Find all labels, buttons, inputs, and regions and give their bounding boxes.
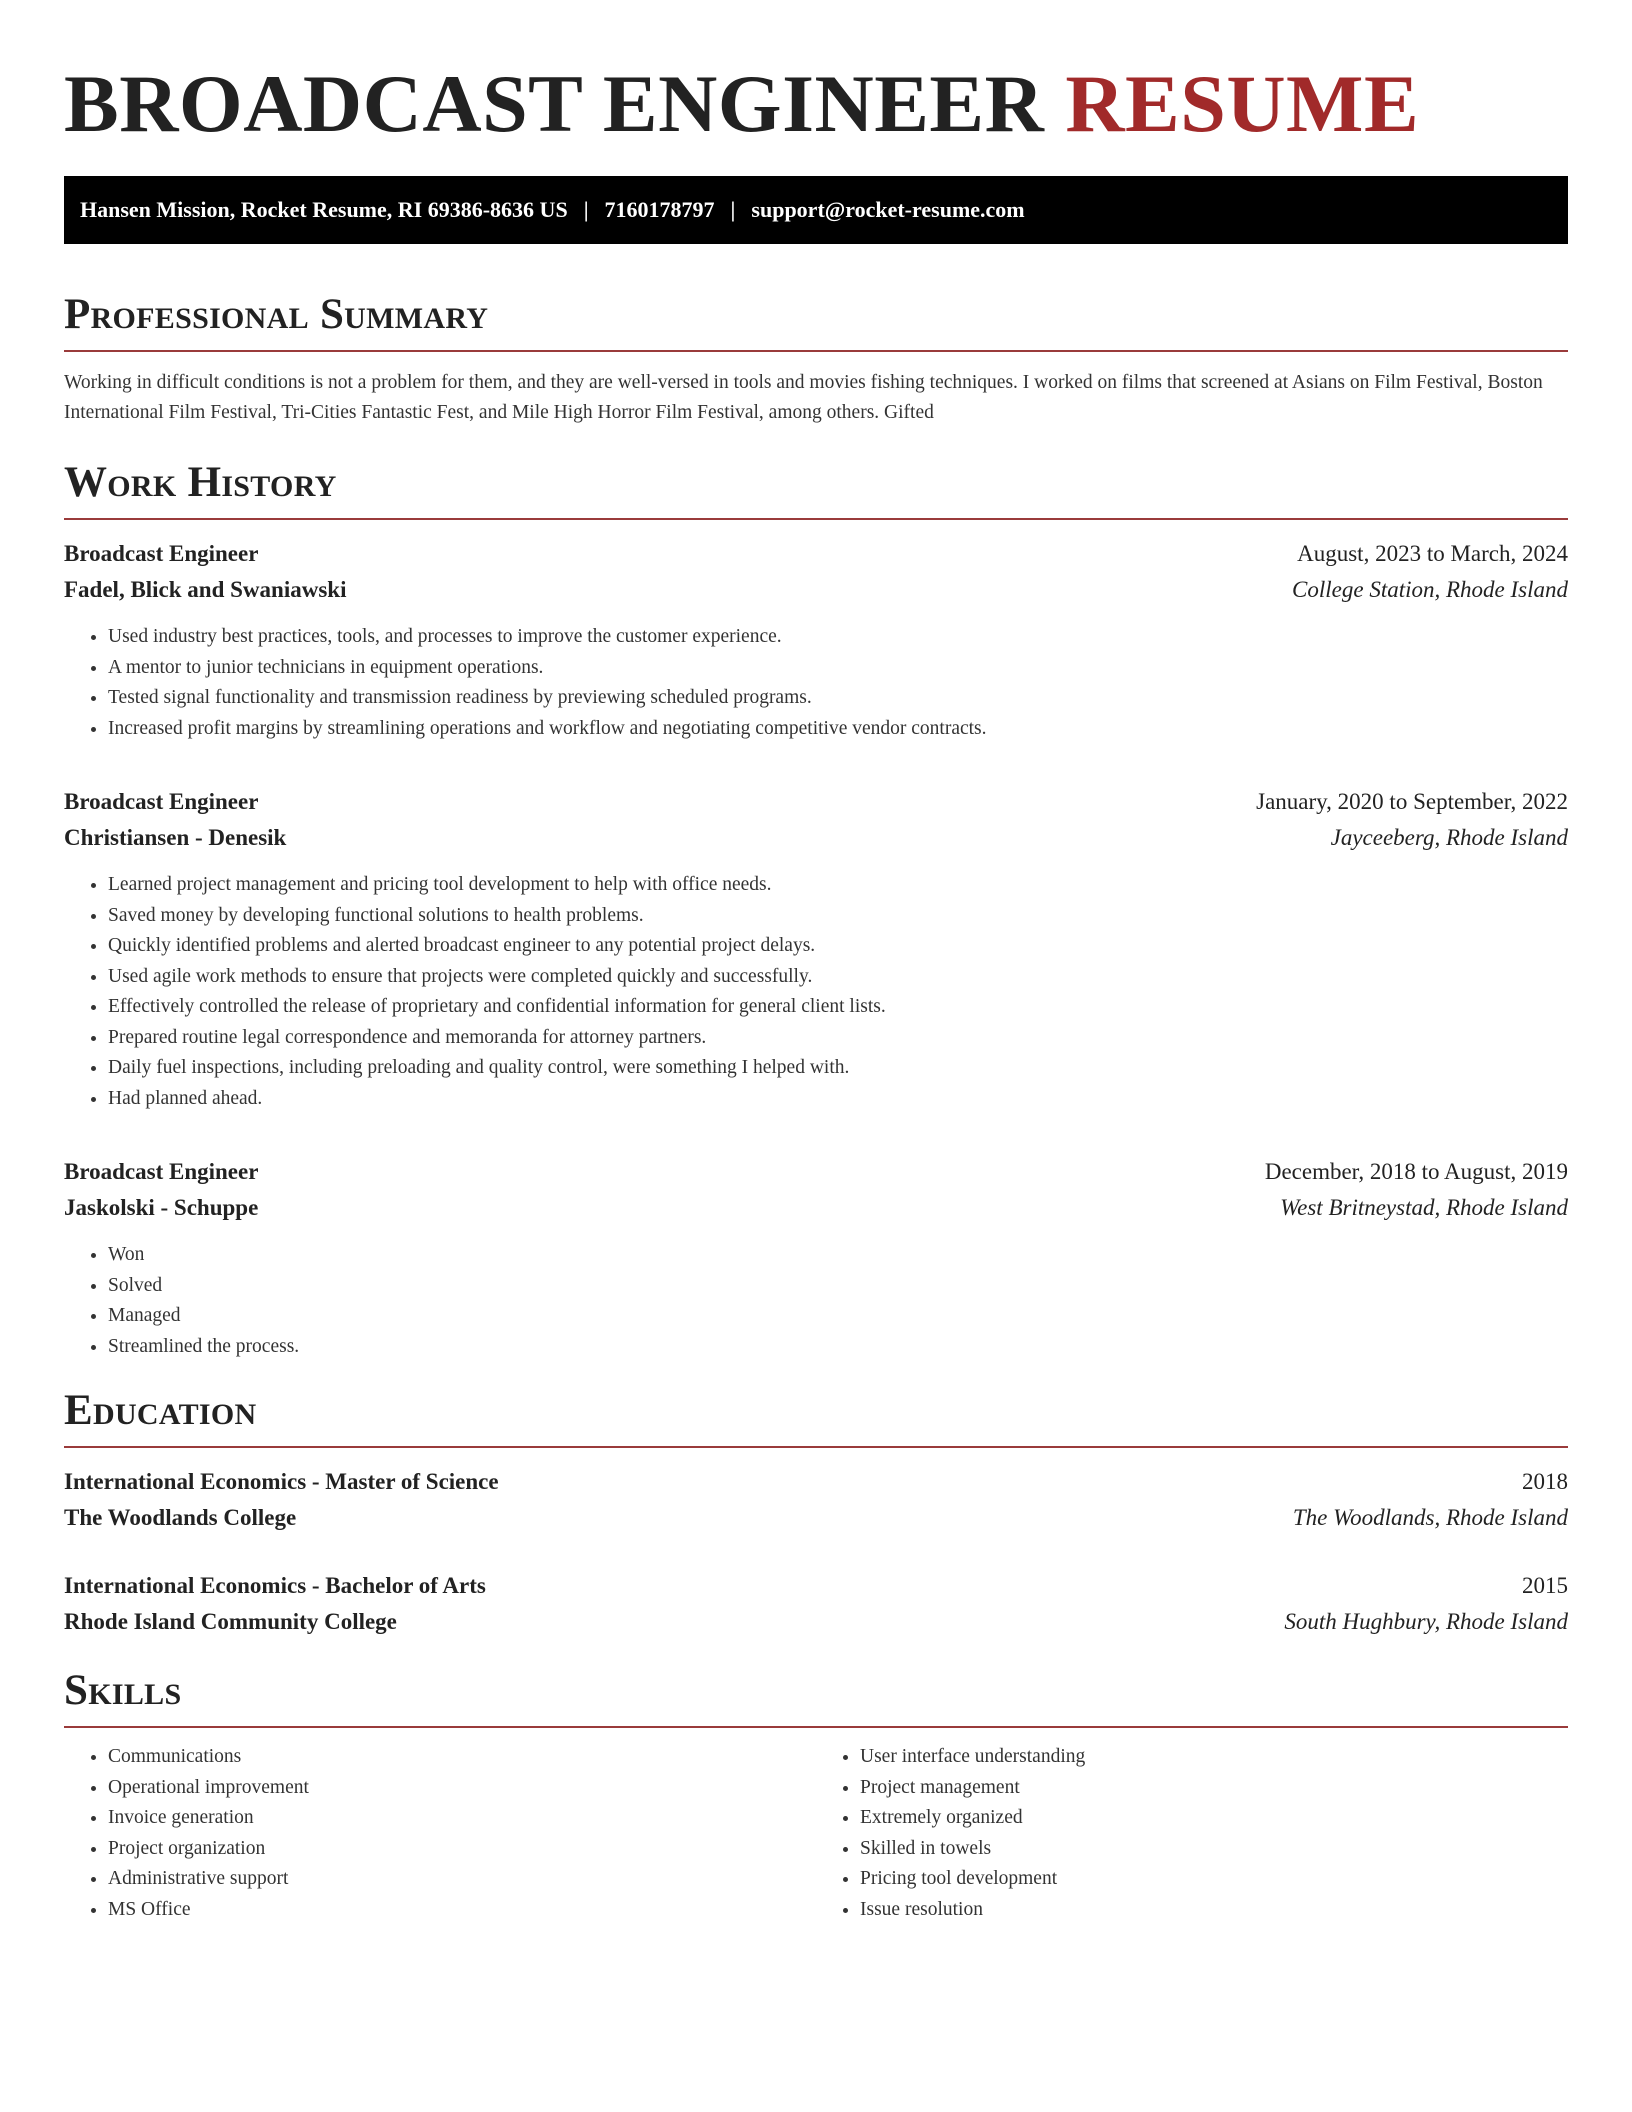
contact-separator: | [583,197,589,222]
title-main: BROADCAST ENGINEER [64,58,1066,149]
job-title: Broadcast Engineer [64,541,259,566]
education-year: 2015 [1522,1573,1568,1598]
education-heading: Education [64,1384,1568,1448]
education-entry [64,1568,1568,1640]
skills-heading: Skills [64,1664,1568,1728]
skill-item: • Extremely organized [860,1803,1568,1834]
skills-section [64,1664,1568,1925]
education-school: Rhode Island Community College [64,1609,397,1634]
skill-item: • Administrative support [108,1864,816,1895]
job-bullet: • A mentor to junior technicians in equipment operations. [108,653,1568,684]
education-section [64,1384,1568,1640]
job-title-row [64,1154,1568,1190]
skill-item: • MS Office [108,1895,816,1926]
job-bullets [64,1240,1568,1362]
skill-item: • Communications [108,1742,816,1773]
resume-title [64,54,1568,154]
job-title: Broadcast Engineer [64,789,259,814]
skill-item: • Project organization [108,1834,816,1865]
job-dates: December, 2018 to August, 2019 [1264,1159,1568,1184]
job-title: Broadcast Engineer [64,1159,259,1184]
education-location: The Woodlands, Rhode Island [1292,1505,1568,1530]
contact-bar [64,176,1568,244]
job-company-row [64,572,1568,608]
contact-separator: | [730,197,736,222]
job-dates: January, 2020 to September, 2022 [1256,789,1568,814]
work-history-heading: Work History [64,456,1568,520]
summary-heading: Professional Summary [64,288,1568,352]
job-bullets [64,622,1568,744]
job-location: College Station, Rhode Island [1292,577,1568,602]
education-degree: International Economics - Bachelor of Arts [64,1573,486,1598]
contact-phone: 7160178797 [604,197,715,222]
job-entry [64,536,1568,744]
education-school-row [64,1500,1568,1536]
job-bullet: • Saved money by developing functional solutions to health problems. [108,901,1568,932]
job-bullet: • Increased profit margins by streamlining operations and workflow and negotiating competitive vendor contracts. [108,714,1568,745]
job-company: Fadel, Blick and Swaniawski [64,577,347,602]
job-company: Christiansen - Denesik [64,825,287,850]
job-bullet: • Learned project management and pricing tool development to help with office needs. [108,870,1568,901]
job-company-row [64,820,1568,856]
job-bullet: • Streamlined the process. [108,1332,1568,1363]
skill-item: • Invoice generation [108,1803,816,1834]
job-dates: August, 2023 to March, 2024 [1297,541,1568,566]
job-bullet: • Used industry best practices, tools, and processes to improve the customer experience. [108,622,1568,653]
skill-item: • Issue resolution [860,1895,1568,1926]
contact-email[interactable]: support@rocket-resume.com [751,197,1025,222]
job-bullet: • Daily fuel inspections, including preloading and quality control, were something I helped with. [108,1053,1568,1084]
job-bullet: • Managed [108,1301,1568,1332]
education-school: The Woodlands College [64,1505,297,1530]
job-entry [64,784,1568,1114]
education-location: South Hughbury, Rhode Island [1284,1609,1568,1634]
education-degree-row [64,1568,1568,1604]
job-bullet: • Effectively controlled the release of proprietary and confidential information for general client lists. [108,992,1568,1023]
job-bullets [64,870,1568,1114]
contact-address: Hansen Mission, Rocket Resume, RI 69386-8636 US [80,197,568,222]
job-bullet: • Had planned ahead. [108,1084,1568,1115]
skills-list-right [816,1742,1568,1925]
skills-list-left [64,1742,816,1925]
education-school-row [64,1604,1568,1640]
skill-item: • Project management [860,1773,1568,1804]
job-company-row [64,1190,1568,1226]
job-bullet: • Prepared routine legal correspondence and memoranda for attorney partners. [108,1023,1568,1054]
work-history-section [64,456,1568,1362]
job-bullet: • Used agile work methods to ensure that projects were completed quickly and successfully. [108,962,1568,993]
skill-item: • Skilled in towels [860,1834,1568,1865]
skill-item: • Pricing tool development [860,1864,1568,1895]
job-title-row [64,536,1568,572]
job-bullet: • Quickly identified problems and alerted broadcast engineer to any potential project delays. [108,931,1568,962]
job-title-row [64,784,1568,820]
education-degree-row [64,1464,1568,1500]
job-bullet: • Won [108,1240,1568,1271]
summary-section [64,288,1568,428]
job-entry [64,1154,1568,1362]
job-bullet: • Tested signal functionality and transmission readiness by previewing scheduled programs. [108,683,1568,714]
education-entry [64,1464,1568,1536]
skill-item: • Operational improvement [108,1773,816,1804]
education-year: 2018 [1522,1469,1568,1494]
skill-item: • User interface understanding [860,1742,1568,1773]
title-accent: RESUME [1065,58,1420,149]
job-location: West Britneystad, Rhode Island [1280,1195,1568,1220]
skills-grid [64,1742,1568,1925]
job-bullet: • Solved [108,1271,1568,1302]
job-location: Jayceeberg, Rhode Island [1330,825,1568,850]
summary-text: Working in difficult conditions is not a problem for them, and they are well-versed in tools and movies fishing techniques. I worked on films that screened at Asians on Film Festival, Boston International Film Festival, Tri-Cities Fantastic Fest, and Mile High Horror Film Festival, among others. Gifted [64,372,1543,423]
education-degree: International Economics - Master of Science [64,1469,499,1494]
job-company: Jaskolski - Schuppe [64,1195,259,1220]
